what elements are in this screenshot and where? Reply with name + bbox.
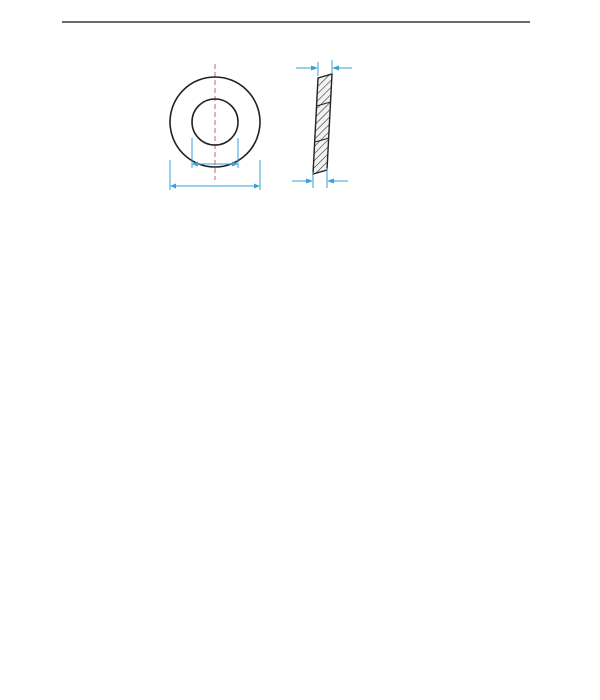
header-rule: [62, 21, 530, 23]
disc-spring-diagram: [80, 48, 410, 200]
parameter-legend: [404, 81, 456, 153]
param-row-thickness: [404, 117, 456, 135]
cross-section-view: [292, 60, 352, 188]
features-list: [128, 229, 558, 230]
param-row-outer-diameter: [404, 99, 456, 117]
param-row-height: [404, 135, 456, 153]
param-row-inner-diameter: [404, 81, 456, 99]
ring-top-view: [170, 64, 260, 190]
characteristic-curves-chart: [65, 352, 321, 670]
